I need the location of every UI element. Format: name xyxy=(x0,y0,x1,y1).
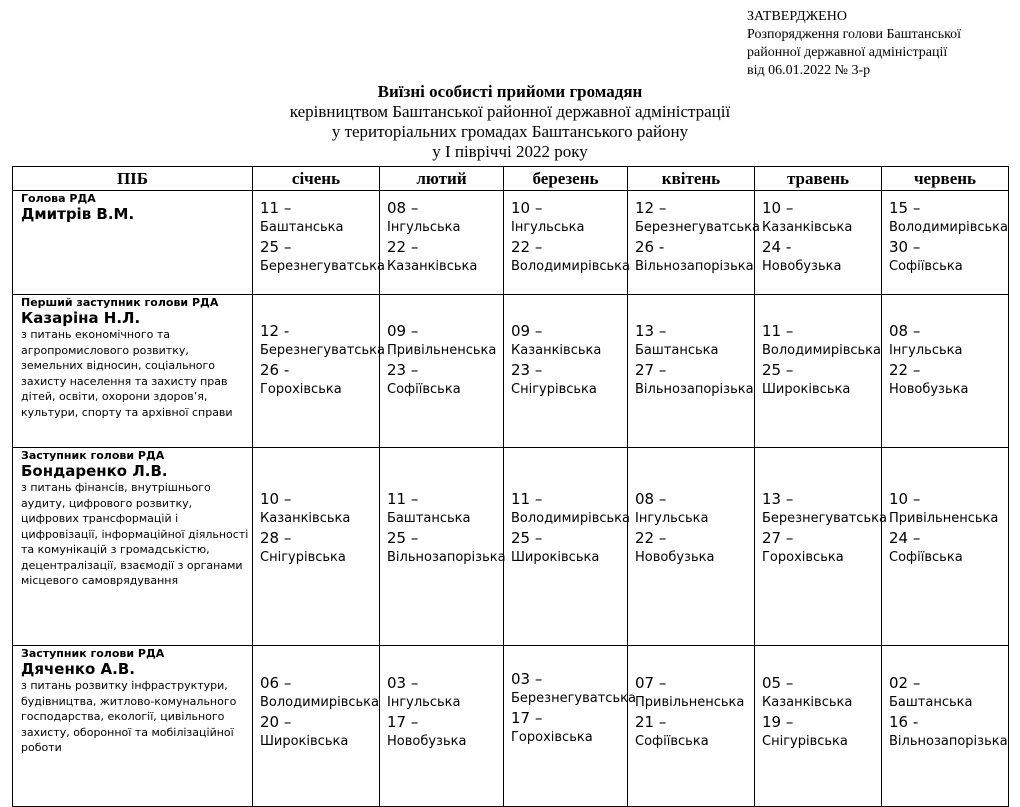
title-main: Виїзні особисті прийоми громадян xyxy=(377,82,643,101)
month-cell xyxy=(253,646,380,807)
visit-community: Горохівська xyxy=(260,382,342,397)
visit-community: Казанківська xyxy=(762,220,853,235)
visit-community: Новобузька xyxy=(762,259,842,274)
visit-date: 02 – xyxy=(889,674,921,692)
visit-community: Снігурівська xyxy=(511,382,597,397)
visit-community: Березнегуватська xyxy=(260,343,385,358)
visit-date: 11 – xyxy=(260,199,292,217)
visit-community: Володимирівська xyxy=(511,259,630,274)
month-cell xyxy=(755,295,882,448)
schedule-table xyxy=(12,166,1009,807)
visit-community: Софіївська xyxy=(635,734,709,749)
visit-date: 17 – xyxy=(387,713,419,731)
visit-date: 08 – xyxy=(387,199,419,217)
title-sub: у територіальних громадах Баштанського району xyxy=(331,122,689,141)
visit-date: 05 – xyxy=(762,674,794,692)
visit-community: Снігурівська xyxy=(260,550,346,565)
approval-line: від 06.01.2022 № 3-р xyxy=(747,63,871,78)
month-cell xyxy=(253,191,385,295)
visit-date: 25 – xyxy=(762,361,794,379)
visit-date: 27 – xyxy=(635,361,667,379)
person-position: Перший заступник голови РДА xyxy=(21,296,219,309)
person-name: Бондаренко Л.В. xyxy=(21,462,168,480)
month-cell xyxy=(628,295,755,448)
visit-community: Березнегуватська xyxy=(762,511,887,526)
visit-date: 21 – xyxy=(635,713,667,731)
visit-community: Вільнозапорізька xyxy=(889,734,1008,749)
table-row xyxy=(13,191,1009,295)
visit-community: Горохівська xyxy=(511,730,593,745)
title-period: у І півріччі 2022 року xyxy=(432,142,588,161)
visit-date: 10 – xyxy=(511,199,543,217)
visit-date: 03 – xyxy=(387,674,419,692)
visit-date: 26 - xyxy=(260,361,290,379)
visit-date: 10 – xyxy=(762,199,794,217)
visit-date: 22 – xyxy=(387,238,419,256)
column-header: лютий xyxy=(380,167,504,191)
visit-date: 12 – xyxy=(635,199,667,217)
person-responsibilities: з питань фінансів, внутрішнього аудиту, цифрового розвитку, цифрових трансформацій і цифровізації, інформаційної діяльності та комунікацій з громадськістю, децентралізації, взаємодії з органами місцевого самоврядування xyxy=(21,481,249,587)
visit-community: Березнегуватська xyxy=(260,259,385,274)
visit-community: Широківська xyxy=(260,734,349,749)
month-cell xyxy=(882,646,1009,807)
visit-community: Березнегуватська xyxy=(511,691,636,706)
visit-date: 10 – xyxy=(889,490,921,508)
visit-community: Володимирівська xyxy=(260,695,379,710)
visit-date: 11 – xyxy=(387,490,419,508)
column-header: травень xyxy=(755,167,882,191)
visit-community: Вільнозапорізька xyxy=(635,259,754,274)
header-row xyxy=(13,167,1009,191)
column-header: квітень xyxy=(628,167,755,191)
person-position: Заступник голови РДА xyxy=(21,647,165,660)
visit-community: Привільненська xyxy=(635,695,745,710)
visit-community: Казанківська xyxy=(511,343,602,358)
month-cell xyxy=(380,646,504,807)
visit-date: 20 – xyxy=(260,713,292,731)
month-cell xyxy=(504,448,628,646)
person-cell xyxy=(13,646,253,807)
visit-date: 06 – xyxy=(260,674,292,692)
visit-date: 23 – xyxy=(511,361,543,379)
column-header: березень xyxy=(504,167,628,191)
visit-date: 13 – xyxy=(762,490,794,508)
person-name: Казаріна Н.Л. xyxy=(21,309,141,327)
visit-community: Інгульська xyxy=(511,220,585,235)
visit-date: 08 – xyxy=(635,490,667,508)
visit-date: 24 – xyxy=(889,529,921,547)
person-cell xyxy=(13,191,253,295)
visit-date: 22 – xyxy=(635,529,667,547)
person-cell xyxy=(13,448,253,646)
person-responsibilities: з питань економічного та агропромислового розвитку, земельних відносин, соціального захисту населення та захисту прав дітей, освіти, охорони здоров’я, культури, спорту та архівної справи xyxy=(21,328,233,419)
approval-line: ЗАТВЕРДЖЕНО xyxy=(747,9,847,24)
visit-community: Інгульська xyxy=(889,343,963,358)
month-cell xyxy=(628,448,755,646)
month-cell xyxy=(253,295,385,448)
month-cell xyxy=(755,191,882,295)
month-cell xyxy=(380,448,504,646)
visit-community: Володимирівська xyxy=(762,343,881,358)
person-position: Голова РДА xyxy=(21,192,96,205)
visit-date: 15 – xyxy=(889,199,921,217)
visit-community: Привільненська xyxy=(889,511,999,526)
visit-community: Новобузька xyxy=(635,550,715,565)
visit-community: Софіївська xyxy=(889,259,963,274)
approval-line: районної державної адміністрації xyxy=(747,45,948,60)
column-header: січень xyxy=(253,167,380,191)
visit-date: 25 – xyxy=(260,238,292,256)
visit-date: 19 – xyxy=(762,713,794,731)
visit-date: 11 – xyxy=(762,322,794,340)
month-cell xyxy=(882,295,1009,448)
month-cell xyxy=(628,646,755,807)
person-cell xyxy=(13,295,253,448)
column-header: червень xyxy=(882,167,1009,191)
visit-date: 22 – xyxy=(511,238,543,256)
table-row xyxy=(13,646,1009,807)
month-cell xyxy=(755,646,882,807)
visit-date: 09 – xyxy=(511,322,543,340)
table-row xyxy=(13,448,1009,646)
visit-community: Баштанська xyxy=(889,695,973,710)
month-cell xyxy=(882,448,1009,646)
visit-community: Привільненська xyxy=(387,343,497,358)
visit-community: Казанківська xyxy=(387,259,478,274)
visit-community: Софіївська xyxy=(387,382,461,397)
visit-date: 13 – xyxy=(635,322,667,340)
visit-community: Софіївська xyxy=(889,550,963,565)
person-name: Дяченко А.В. xyxy=(21,660,135,678)
visit-date: 10 – xyxy=(260,490,292,508)
column-header: ПІБ xyxy=(13,167,253,191)
person-responsibilities: з питань розвитку інфраструктури, будівництва, житлово-комунального господарства, екології, цивільного захисту, оборонної та мобілізаційної роботи xyxy=(21,679,237,754)
month-cell xyxy=(882,191,1009,295)
visit-community: Широківська xyxy=(511,550,600,565)
visit-community: Баштанська xyxy=(635,343,719,358)
visit-community: Березнегуватська xyxy=(635,220,760,235)
visit-date: 09 – xyxy=(387,322,419,340)
visit-community: Володимирівська xyxy=(889,220,1008,235)
visit-community: Казанківська xyxy=(260,511,351,526)
person-name: Дмитрів В.М. xyxy=(21,205,135,223)
month-cell xyxy=(755,448,887,646)
visit-community: Снігурівська xyxy=(762,734,848,749)
visit-community: Баштанська xyxy=(260,220,344,235)
visit-date: 28 – xyxy=(260,529,292,547)
approval-line: Розпорядження голови Баштанської xyxy=(747,27,962,42)
visit-community: Новобузька xyxy=(889,382,969,397)
visit-community: Інгульська xyxy=(387,220,461,235)
visit-community: Горохівська xyxy=(762,550,844,565)
document-title xyxy=(0,82,1020,162)
visit-date: 27 – xyxy=(762,529,794,547)
approval-stamp xyxy=(747,8,961,80)
visit-date: 03 – xyxy=(511,670,543,688)
visit-date: 12 - xyxy=(260,322,290,340)
visit-date: 11 – xyxy=(511,490,543,508)
visit-community: Баштанська xyxy=(387,511,471,526)
visit-community: Вільнозапорізька xyxy=(387,550,506,565)
visit-date: 25 – xyxy=(511,529,543,547)
visit-community: Новобузька xyxy=(387,734,467,749)
person-position: Заступник голови РДА xyxy=(21,449,165,462)
visit-date: 30 – xyxy=(889,238,921,256)
visit-date: 26 - xyxy=(635,238,665,256)
table-row xyxy=(13,295,1009,448)
month-cell xyxy=(253,448,380,646)
visit-community: Володимирівська xyxy=(511,511,630,526)
month-cell xyxy=(380,191,504,295)
visit-date: 17 – xyxy=(511,709,543,727)
month-cell xyxy=(628,191,760,295)
visit-community: Широківська xyxy=(762,382,851,397)
month-cell xyxy=(504,646,636,807)
visit-date: 07 – xyxy=(635,674,667,692)
month-cell xyxy=(504,191,628,295)
title-sub: керівництвом Баштанської районної державної адміністрації xyxy=(289,102,731,121)
visit-community: Інгульська xyxy=(387,695,461,710)
visit-date: 22 – xyxy=(889,361,921,379)
month-cell xyxy=(504,295,628,448)
visit-community: Вільнозапорізька xyxy=(635,382,754,397)
visit-date: 08 – xyxy=(889,322,921,340)
visit-date: 24 - xyxy=(762,238,792,256)
visit-community: Казанківська xyxy=(762,695,853,710)
visit-community: Інгульська xyxy=(635,511,709,526)
month-cell xyxy=(380,295,504,448)
visit-date: 23 – xyxy=(387,361,419,379)
visit-date: 25 – xyxy=(387,529,419,547)
visit-date: 16 - xyxy=(889,713,919,731)
